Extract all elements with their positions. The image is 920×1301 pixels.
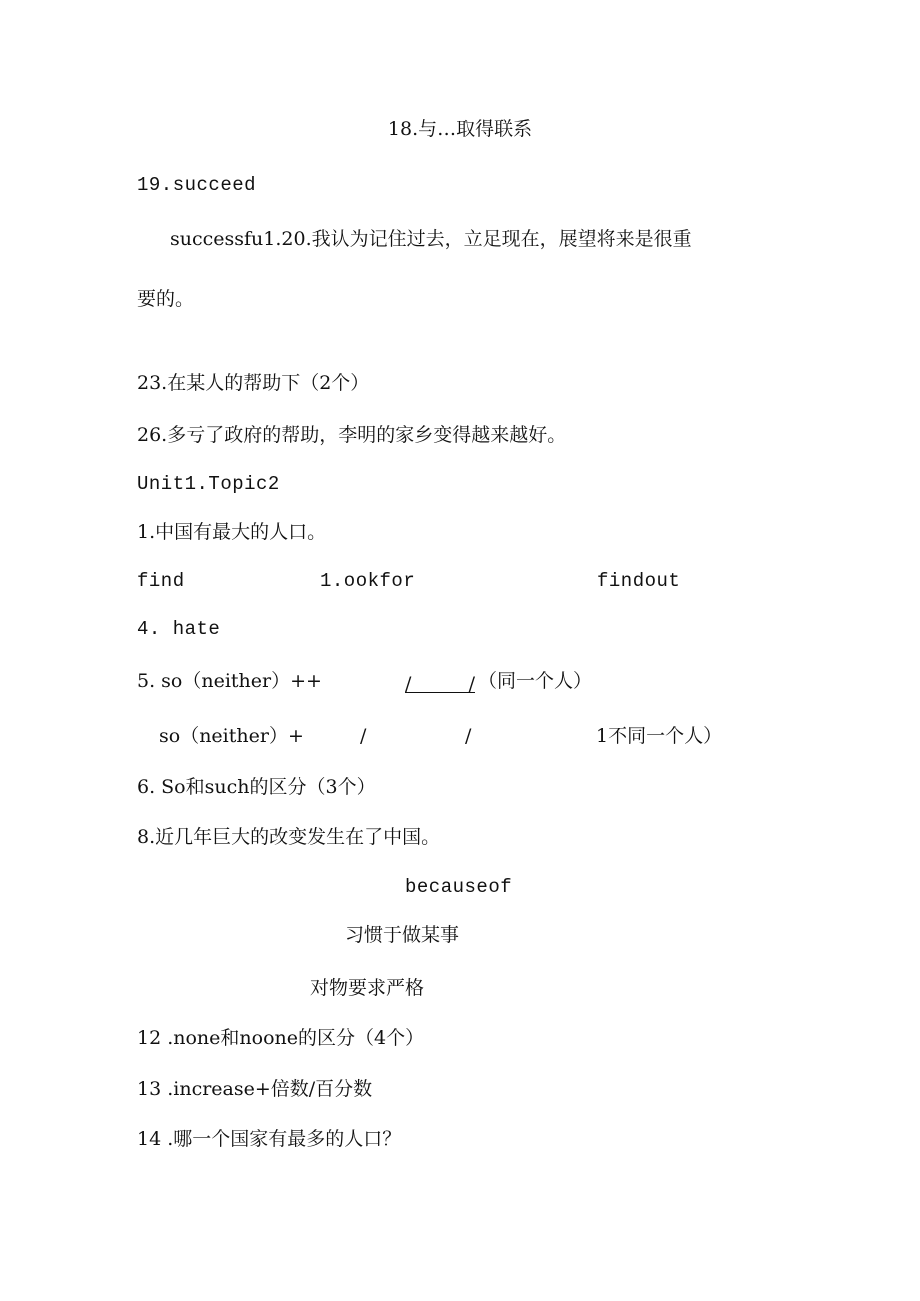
item-20-text-a: successfu1.20.我认为记住过去，立足现在，展望将来是很重 xyxy=(170,228,692,250)
item-5b-note xyxy=(596,724,722,748)
item-20-text-b: 要的。 xyxy=(137,288,195,310)
item-5-note xyxy=(478,669,592,693)
item-18-text: 18.与…取得联系 xyxy=(387,118,533,140)
item-23 xyxy=(137,371,369,395)
phrase-becauseof-text: becauseof xyxy=(405,876,513,898)
phrase-habit xyxy=(345,923,459,947)
item-5-slash-right: / xyxy=(468,673,475,695)
item-12-text: 12 .none和noone的区分（4个） xyxy=(137,1027,425,1049)
phrase-habit-text: 习惯于做某事 xyxy=(345,924,460,946)
item-5-blank xyxy=(405,669,475,693)
unit-heading-text: Unit1.Topic2 xyxy=(137,473,280,495)
item-18-heading xyxy=(0,117,920,141)
item-8 xyxy=(137,825,440,849)
item-8-text: 8.近几年巨大的改变发生在了中国。 xyxy=(137,826,441,848)
item-5-line2 xyxy=(159,724,304,748)
item-6-text: 6. So和such的区分（3个） xyxy=(137,776,376,798)
item-1-text: 1.中国有最大的人口。 xyxy=(137,521,327,543)
phrase-find-text: find xyxy=(137,570,185,592)
item-5b-slash-right-text: / xyxy=(465,725,472,747)
item-5b-note-text: 1不同一个人） xyxy=(596,725,723,747)
phrase-lookfor-text: 1.ookfor xyxy=(320,570,416,592)
item-5-blank-line xyxy=(405,672,475,693)
item-20-line2 xyxy=(137,287,194,311)
phrase-strict xyxy=(310,976,424,1000)
phrase-strict-text: 对物要求严格 xyxy=(310,977,425,999)
item-5-text: 5. so（neither）++ xyxy=(137,670,322,692)
item-5b-slash-right xyxy=(465,724,471,748)
item-5b-slash-left xyxy=(360,724,366,748)
item-5-line1 xyxy=(137,669,322,693)
phrase-findout xyxy=(597,569,680,593)
item-12 xyxy=(137,1026,424,1050)
item-13 xyxy=(137,1077,372,1101)
item-23-text: 23.在某人的帮助下（2个） xyxy=(137,372,370,394)
phrase-lookfor xyxy=(320,569,415,593)
item-1 xyxy=(137,520,326,544)
item-14 xyxy=(137,1127,401,1151)
item-4 xyxy=(137,617,220,641)
item-19 xyxy=(137,173,256,197)
item-26-text: 26.多亏了政府的帮助，李明的家乡变得越来越好。 xyxy=(137,424,567,446)
item-13-text: 13 .increase+倍数/百分数 xyxy=(137,1078,373,1100)
item-5-note-text: （同一个人） xyxy=(478,670,593,692)
item-5b-text: so（neither）+ xyxy=(159,725,304,747)
phrase-find xyxy=(137,569,185,593)
unit-heading xyxy=(137,472,280,496)
item-4-text: 4. hate xyxy=(137,618,221,640)
item-5-slash-left: / xyxy=(405,673,412,695)
item-5b-slash-left-text: / xyxy=(360,725,367,747)
item-6 xyxy=(137,775,376,799)
item-26 xyxy=(137,423,566,447)
item-19-text: 19.succeed xyxy=(137,174,257,196)
phrase-findout-text: findout xyxy=(597,570,681,592)
item-14-text: 14 .哪一个国家有最多的人口？ xyxy=(137,1128,402,1150)
phrase-becauseof xyxy=(405,875,512,899)
item-20-line1 xyxy=(170,227,692,251)
